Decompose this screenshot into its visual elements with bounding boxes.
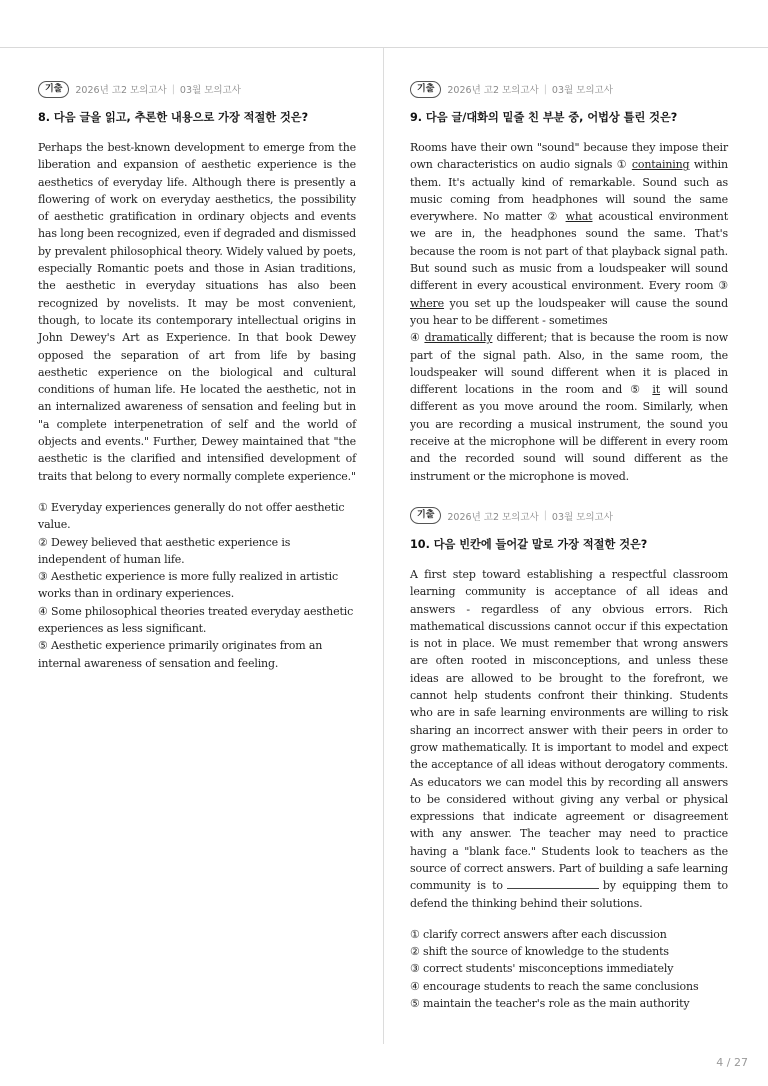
choice-3[interactable]: ③ Aesthetic experience is more fully realized in artistic works than in ordinary experiences. [38, 570, 339, 601]
tag-separator: | [543, 83, 547, 95]
passage: Perhaps the best-known development to emerge from the liberation and expansion of aesthetic experience is the aesthetics of everyday life. Although there is presently a flowering of work on everyday aesthetics, the possibility of aesthetic gratification in ordinary objects and events has long been recognized, even if degraded and dismissed by prevalent philosophical theory. Widely valued by poets, especially Romantic poets and those in Asian traditions, the aesthetic in everyday situations has also been recognized by novelists. It may be most convenient, though, to locate its contemporary intellectual origins in John Dewey's Art as Experience. In that book Dewey opposed the separation of art from life by basing aesthetic experience on the biological and cultural conditions of human life. He located the aesthetic, not in an internalized awareness of sensation and feeling but in "a complete interpenetration of self and the world of objects and events." Further, Dewey maintained that "the aesthetic is the clarified and intensified development of traits that belong to every normally complete experience." [38, 141, 356, 483]
passage-text: will sound different as you move around the room. Similarly, when you are recording a musical instrument, the sound you receive at the microphone will be different in every room and the recorded sound will sound different as the instrument or the microphone is moved. [410, 383, 729, 483]
answer-choices [38, 499, 356, 672]
question-tag [38, 80, 356, 98]
passage-text: Rooms have their own "sound" because they impose their own characteristics on audio signals ① [410, 141, 728, 172]
exam-month: 03월 모의고사 [551, 85, 613, 96]
tag-separator: | [171, 83, 175, 95]
question-10 [410, 507, 728, 1012]
passage-text: different; that is because the room is now part of the signal path. Also, in the same room, the loudspeaker will sound different when it is placed in different locations in the room and ⑤ [410, 331, 728, 397]
underlined-4: dramatically [424, 331, 493, 345]
underlined-2: what [565, 210, 593, 224]
choice-3[interactable]: ③ correct students' misconceptions immediately [410, 962, 674, 976]
question-title: 9. 다음 글/대화의 밑줄 친 부분 중, 어법상 틀린 것은? [410, 111, 678, 124]
question-8 [38, 80, 356, 672]
exam-month: 03월 모의고사 [551, 511, 613, 523]
exam-month: 03월 모의고사 [179, 85, 241, 96]
choice-5[interactable]: ⑤ Aesthetic experience primarily originates from an internal awareness of sensation and feeling. [38, 639, 323, 670]
passage [410, 566, 728, 912]
question-title: 10. 다음 빈칸에 들어갈 말로 가장 적절한 것은? [410, 537, 648, 551]
exam-year: 2026년 고2 모의고사 [75, 85, 167, 96]
question-title: 8. 다음 글을 읽고, 추론한 내용으로 가장 적절한 것은? [38, 111, 309, 124]
choice-5[interactable]: ⑤ maintain the teacher's role as the main authority [410, 997, 690, 1011]
passage-text: acoustical environment we are in, the headphones sound the same. That's because the room is not part of that playback signal path. But sound such as music from a loudspeaker will sound different in every acoustical environment. Every room ③ [410, 210, 728, 293]
page-number: 4 / 27 [716, 1056, 748, 1069]
question-tag [410, 80, 728, 98]
passage-text: A first step toward establishing a respectful classroom learning community is acceptance of all ideas and answers - regardless of any obvious errors. Rich mathematical discussions cannot occur if this expectation is not in place. We must remember that wrong answers are often rooted in misconceptions, and unless these ideas are allowed to be brought to the forefront, we cannot help students confront their thinking. Students who are in safe learning environments are willing to risk sharing an incorrect answer with their peers in order to grow mathematically. It is important to model and expect the acceptance of all ideas without derogatory comments. As educators we can model this by recording all answers to be considered without giving any verbal or physical expressions that indicate agreement or disagreement with any answer. The teacher may need to practice having a "blank face." Students look to teachers as the source of correct answers. Part of building a safe learning community is to [410, 567, 728, 893]
answer-choices [410, 926, 728, 1012]
gichul-badge: 기출 [410, 507, 441, 524]
passage [410, 139, 728, 485]
choice-1[interactable]: ① clarify correct answers after each discussion [410, 927, 667, 941]
choice-4[interactable]: ④ Some philosophical theories treated everyday aesthetic experiences as less significant. [38, 604, 354, 636]
exam-year: 2026년 고2 모의고사 [447, 511, 539, 523]
underlined-3: where [410, 296, 445, 310]
gichul-badge: 기출 [38, 81, 69, 98]
passage-text: by equipping them to defend the thinking behind their solutions. [410, 879, 728, 910]
right-column [410, 80, 728, 1012]
question-9 [410, 80, 728, 485]
gichul-badge: 기출 [410, 81, 441, 98]
underlined-1: containing [631, 158, 690, 172]
choice-2[interactable]: ② shift the source of knowledge to the students [410, 945, 669, 959]
choice-1[interactable]: ① Everyday experiences generally do not offer aesthetic value. [38, 500, 345, 532]
question-tag [410, 507, 728, 525]
passage-text: within them. It's actually kind of remarkable. Sound such as music coming from headphones will sound the same everywhere. No matter ② [410, 158, 728, 224]
passage-text: ④ [410, 331, 425, 345]
choice-4[interactable]: ④ encourage students to reach the same conclusions [410, 979, 699, 993]
tag-separator: | [543, 510, 547, 522]
underlined-5: it [652, 383, 660, 397]
exam-year: 2026년 고2 모의고사 [447, 85, 539, 96]
header-rule [0, 47, 768, 48]
column-divider [383, 48, 384, 1044]
choice-2[interactable]: ② Dewey believed that aesthetic experience is independent of human life. [38, 535, 291, 566]
answer-blank [507, 877, 599, 889]
passage-text: you set up the loudspeaker will cause the sound you hear to be different - sometimes [410, 296, 728, 327]
